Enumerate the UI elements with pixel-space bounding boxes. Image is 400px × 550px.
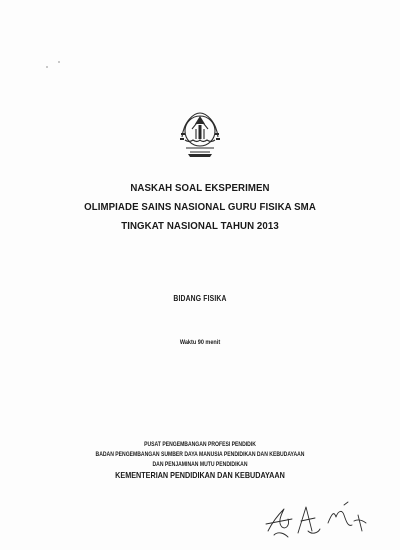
tut-wuri-handayani-emblem-icon — [176, 107, 224, 159]
handwritten-signature — [262, 497, 374, 541]
ministry-name: KEMENTERIAN PENDIDIKAN DAN KEBUDAYAAN — [115, 470, 285, 480]
scan-speck — [58, 61, 60, 63]
scan-speck — [46, 66, 48, 68]
document-title-line-2: OLIMPIADE SAINS NASIONAL GURU FISIKA SMA — [84, 201, 316, 213]
institution-line-2: BADAN PENGEMBANGAN SUMBER DAYA MANUSIA PENDIDIKAN DAN KEBUDAYAAN — [95, 451, 305, 458]
document-title-line-1: NASKAH SOAL EKSPERIMEN — [130, 182, 270, 194]
document-title-line-3: TINGKAT NASIONAL TAHUN 2013 — [121, 220, 279, 232]
subject-label: BIDANG FISIKA — [173, 294, 227, 303]
institution-line-1: PUSAT PENGEMBANGAN PROFESI PENDIDIK — [144, 441, 256, 448]
duration-label: Waktu 90 menit — [179, 339, 221, 346]
institution-line-3: DAN PENJAMINAN MUTU PENDIDIKAN — [152, 461, 248, 468]
